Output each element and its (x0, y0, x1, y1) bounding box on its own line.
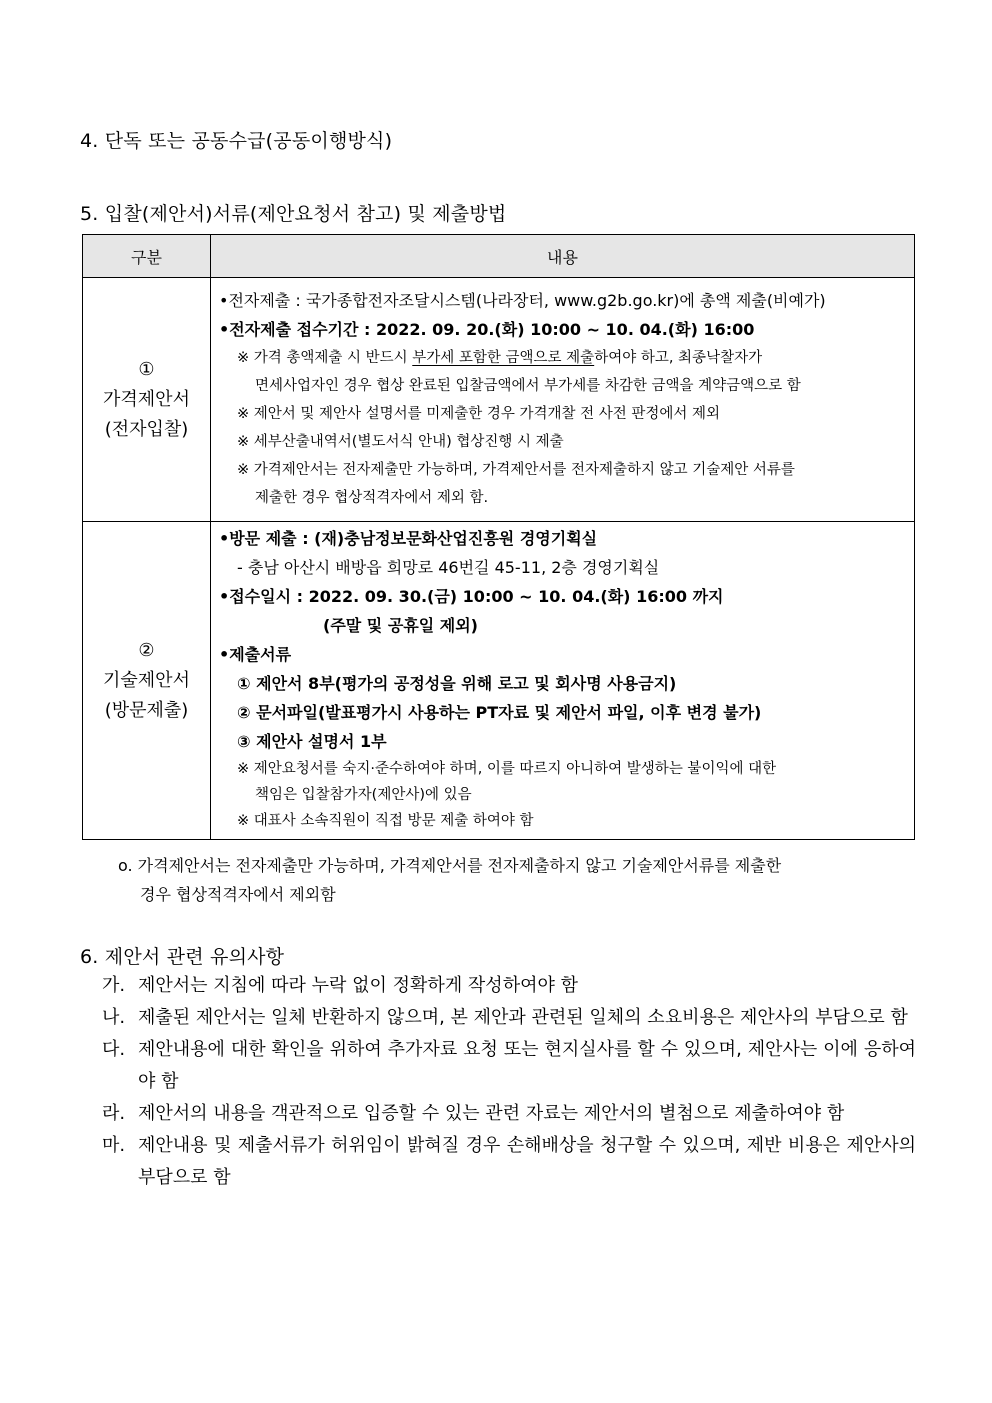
item-text: 제안서의 내용을 객관적으로 입증할 수 있는 관련 자료는 제안서의 별첨으로 제출하여야 함 (138, 1103, 845, 1124)
section-5-footnote (118, 851, 918, 909)
document-item: ③ 제안사 설명서 1부 (237, 732, 387, 751)
note-item-continued: 제출한 경우 협상적격자에서 제외 함. (255, 490, 489, 506)
table-row (83, 522, 915, 840)
caution-list (102, 970, 916, 1194)
price-proposal-label (83, 278, 211, 522)
row-number: ② (138, 639, 155, 661)
technical-proposal-label (83, 522, 211, 840)
footnote-line-continued: 경우 협상적격자에서 제외함 (140, 885, 336, 904)
document-item: ① 제안서 8부(평가의 공정성을 위해 로고 및 회사명 사용금지) (237, 674, 677, 693)
note-item: ※ 대표사 소속직원이 직접 방문 제출 하여야 함 (237, 813, 534, 829)
item-marker: 라. (102, 1103, 126, 1124)
item-text: 제안내용 및 제출서류가 허위임이 밝혀질 경우 손해배상을 청구할 수 있으며, 제반 비용은 제안사의 부담으로 함 (138, 1135, 916, 1188)
list-item: •방문 제출 : (재)충남정보문화산업진흥원 경영기획실 (219, 529, 598, 548)
list-item: - 충남 아산시 배방읍 희망로 46번길 45-11, 2층 경영기획실 (237, 558, 660, 577)
row-sublabel: (방문제출) (104, 699, 189, 721)
list-item: •전자제출 접수기간 : 2022. 09. 20.(화) 10:00 ~ 10. 04.(화) 16:00 (219, 320, 755, 339)
note-item: ※ 세부산출내역서(별도서식 안내) 협상진행 시 제출 (237, 434, 564, 450)
note-item-continued: 책임은 입찰참가자(제안사)에 있음 (255, 787, 472, 803)
price-proposal-content (211, 278, 915, 522)
technical-proposal-content (211, 522, 915, 840)
list-item (102, 1130, 916, 1194)
list-item (102, 970, 916, 1002)
note-item: ※ 제안서 및 제안사 설명서를 미제출한 경우 가격개찰 전 사전 판정에서 제외 (237, 406, 721, 422)
list-item (102, 1002, 916, 1034)
note-item: ※ 가격 총액제출 시 반드시 부가세 포함한 금액으로 제출하여야 하고, 최종낙찰자가 (237, 350, 763, 366)
note-item-continued: 면세사업자인 경우 협상 완료된 입찰금액에서 부가세를 차감한 금액을 계약금액으로 함 (255, 378, 801, 394)
note-item: ※ 제안요청서를 숙지·준수하여야 하며, 이를 따르지 아니하여 발생하는 불이익에 대한 (237, 761, 777, 777)
row-label: 가격제안서 (103, 388, 190, 410)
document-item: ② 문서파일(발표평가시 사용하는 PT자료 및 제안서 파일, 이후 변경 불가) (237, 703, 762, 722)
underlined-text: 부가세 포함한 금액으로 제출 (412, 350, 595, 366)
item-marker: 가. (102, 975, 126, 996)
section-5-heading: 5. 입찰(제안서)서류(제안요청서 참고) 및 제출방법 (80, 203, 507, 225)
note-item: ※ 가격제안서는 전자제출만 가능하며, 가격제안서를 전자제출하지 않고 기술제안 서류를 (237, 462, 795, 478)
item-text: 제안내용에 대한 확인을 위하여 추가자료 요청 또는 현지실사를 할 수 있으며, 제안사는 이에 응하여야 함 (138, 1039, 916, 1092)
footnote-line: o. 가격제안서는 전자제출만 가능하며, 가격제안서를 전자제출하지 않고 기술제안서류를 제출한 (118, 856, 782, 875)
item-marker: 다. (102, 1039, 126, 1060)
list-item: •전자제출 : 국가종합전자조달시스템(나라장터, www.g2b.go.kr)에 총액 제출(비예가) (219, 291, 826, 310)
row-number: ① (138, 358, 155, 380)
table-row (83, 278, 915, 522)
item-marker: 나. (102, 1007, 126, 1028)
list-item-continued: (주말 및 공휴일 제외) (323, 616, 478, 635)
item-text: 제안서는 지침에 따라 누락 없이 정확하게 작성하여야 함 (138, 975, 578, 996)
list-item: •접수일시 : 2022. 09. 30.(금) 10:00 ~ 10. 04.(화) 16:00 까지 (219, 587, 724, 606)
section-4-heading: 4. 단독 또는 공동수급(공동이행방식) (80, 130, 393, 152)
item-marker: 마. (102, 1135, 126, 1156)
row-sublabel: (전자입찰) (104, 418, 189, 440)
list-item: •제출서류 (219, 645, 292, 664)
table-header-row (83, 235, 915, 278)
row-label: 기술제안서 (103, 669, 190, 691)
header-content: 내용 (211, 235, 915, 278)
submission-table (82, 234, 915, 840)
section-6-heading: 6. 제안서 관련 유의사항 (80, 946, 285, 968)
list-item (102, 1034, 916, 1098)
list-item (102, 1098, 916, 1130)
header-category: 구분 (83, 235, 211, 278)
item-text: 제출된 제안서는 일체 반환하지 않으며, 본 제안과 관련된 일체의 소요비용은 제안사의 부담으로 함 (138, 1007, 908, 1028)
